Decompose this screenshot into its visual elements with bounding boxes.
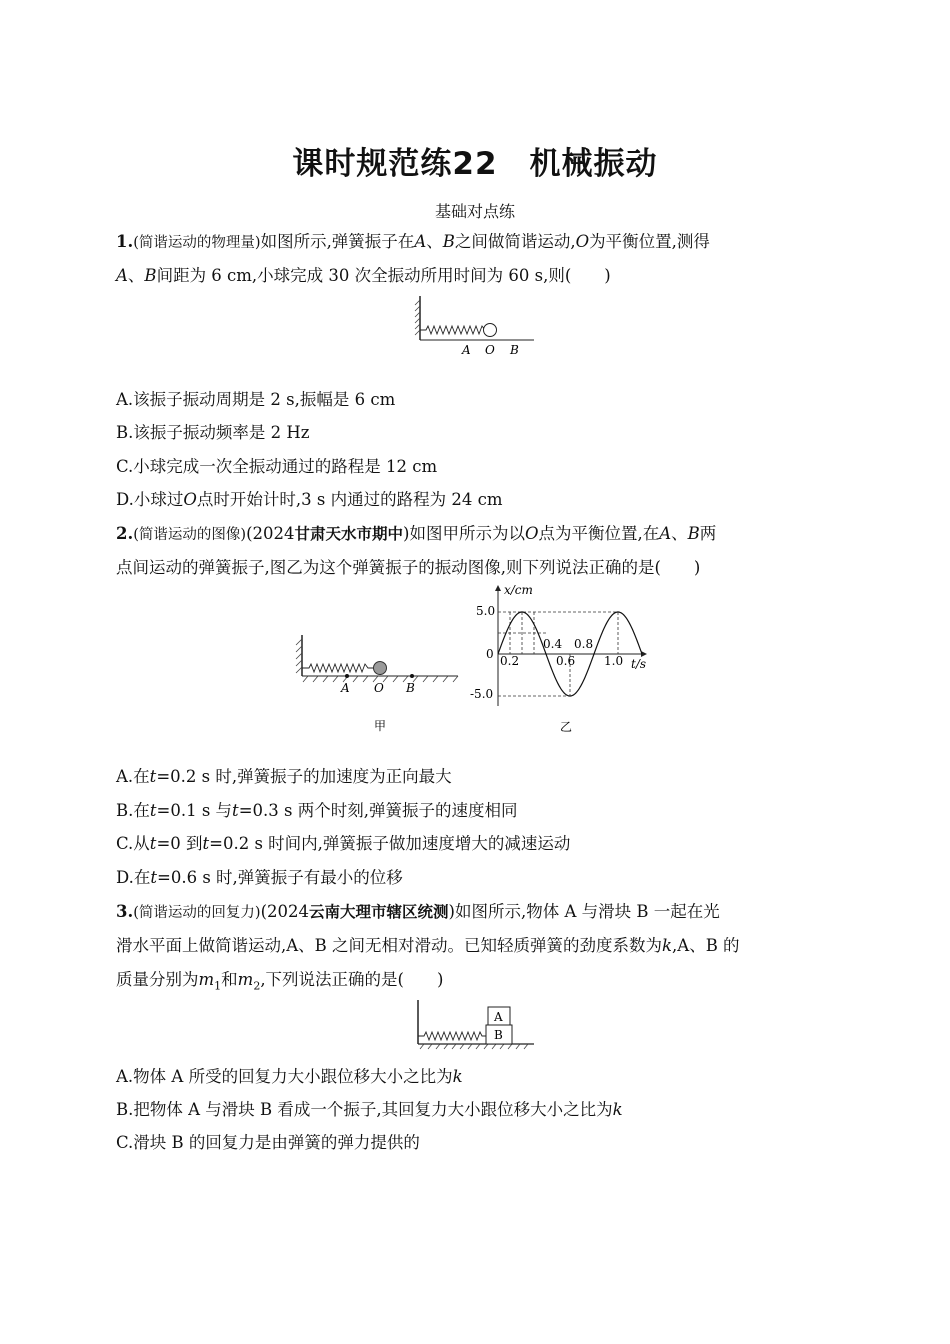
q3-option-b[interactable]: B.把物体 A 与滑块 B 看成一个振子,其回复力大小跟位移大小之比为k — [116, 1100, 623, 1119]
x-axis-label: t/s — [631, 657, 647, 671]
label-A: A — [494, 1010, 503, 1024]
q2-topic-tag: (简谐运动的图像) — [133, 527, 247, 543]
q2-option-d[interactable]: D.在t=0.6 s 时,弹簧振子有最小的位移 — [116, 868, 403, 887]
q1-spring-figure — [412, 292, 537, 358]
ball — [484, 324, 497, 337]
ytick-neg5: -5.0 — [470, 687, 494, 701]
q1-option-a[interactable]: A.该振子振动周期是 2 s,振幅是 6 cm — [116, 390, 396, 409]
y-axis-label: x/cm — [504, 583, 533, 597]
xtick-0.8: 0.8 — [574, 637, 594, 651]
label-B: B — [510, 343, 519, 357]
xtick-1.0: 1.0 — [604, 654, 624, 668]
q2-oscillation-chart — [468, 582, 668, 742]
q1-stem-line2: A、B间距为 6 cm,小球完成 30 次全振动所用时间为 60 s,则( ) — [116, 266, 611, 285]
xtick-0.4: 0.4 — [543, 637, 563, 651]
q3-spring-blocks-figure — [412, 998, 537, 1052]
q3-topic-tag: (简谐运动的回复力) — [133, 905, 261, 921]
q3-stem-line3: 质量分别为$m_1$和$m_2$,下列说法正确的是( ) — [116, 970, 444, 993]
caption-yi: 乙 — [560, 720, 573, 734]
q3-option-c[interactable]: C.滑块 B 的回复力是由弹簧的弹力提供的 — [116, 1133, 420, 1152]
q2-option-a[interactable]: A.在t=0.2 s 时,弹簧振子的加速度为正向最大 — [116, 767, 452, 786]
q2-stem-line1: 2.(简谐运动的图像)(2024甘肃天水市期中)如图甲所示为以O点为平衡位置,在A、B两 — [116, 524, 717, 543]
xtick-0.2: 0.2 — [500, 654, 520, 668]
label-B: B — [406, 681, 415, 695]
q1-number: 1 — [116, 232, 128, 251]
label-B: B — [494, 1028, 503, 1042]
ytick-0: 0 — [486, 647, 494, 661]
q2-option-c[interactable]: C.从t=0 到t=0.2 s 时间内,弹簧振子做加速度增大的减速运动 — [116, 834, 571, 853]
caption-jia: 甲 — [374, 719, 387, 733]
section-heading: 基础对点练 — [434, 202, 515, 221]
q2-figure-jia — [292, 630, 462, 740]
q3-stem-line2: 滑水平面上做简谐运动,A、B 之间无相对滑动。已知轻质弹簧的劲度系数为k,A、B 的 — [116, 936, 740, 955]
ytick-5: 5.0 — [476, 604, 496, 618]
ball — [374, 662, 387, 675]
xtick-0.6: 0.6 — [556, 654, 576, 668]
spring — [302, 664, 374, 672]
label-O: O — [485, 343, 495, 357]
q3-option-a[interactable]: A.物体 A 所受的回复力大小跟位移大小之比为k — [116, 1067, 463, 1086]
q1-stem-line1: 1.(简谐运动的物理量)如图所示,弹簧振子在A、B之间做简谐运动,O为平衡位置,测得 — [116, 232, 710, 251]
q2-stem-line2: 点间运动的弹簧振子,图乙为这个弹簧振子的振动图像,则下列说法正确的是( ) — [116, 558, 701, 577]
label-A: A — [341, 681, 350, 695]
q2-source: 甘肃天水市期中 — [294, 525, 404, 543]
q3-number: 3 — [116, 902, 128, 921]
q1-option-d[interactable]: D.小球过O点时开始计时,3 s 内通过的路程为 24 cm — [116, 490, 503, 509]
q3-source: 云南大理市辖区统测 — [309, 903, 449, 921]
q3-stem-line1: 3.(简谐运动的回复力)(2024云南大理市辖区统测)如图所示,物体 A 与滑块 B 一起在光 — [116, 902, 720, 921]
q2-option-b[interactable]: B.在t=0.1 s 与t=0.3 s 两个时刻,弹簧振子的速度相同 — [116, 801, 518, 820]
label-O: O — [374, 681, 384, 695]
q1-option-b[interactable]: B.该振子振动频率是 2 Hz — [116, 423, 310, 442]
q1-option-c[interactable]: C.小球完成一次全振动通过的路程是 12 cm — [116, 457, 438, 476]
spring — [420, 326, 490, 334]
page-title: 课时规范练22 机械振动 — [292, 146, 658, 182]
label-A: A — [462, 343, 471, 357]
spring — [418, 1032, 486, 1040]
q2-number: 2 — [116, 524, 128, 543]
q1-topic-tag: (简谐运动的物理量) — [133, 235, 261, 251]
